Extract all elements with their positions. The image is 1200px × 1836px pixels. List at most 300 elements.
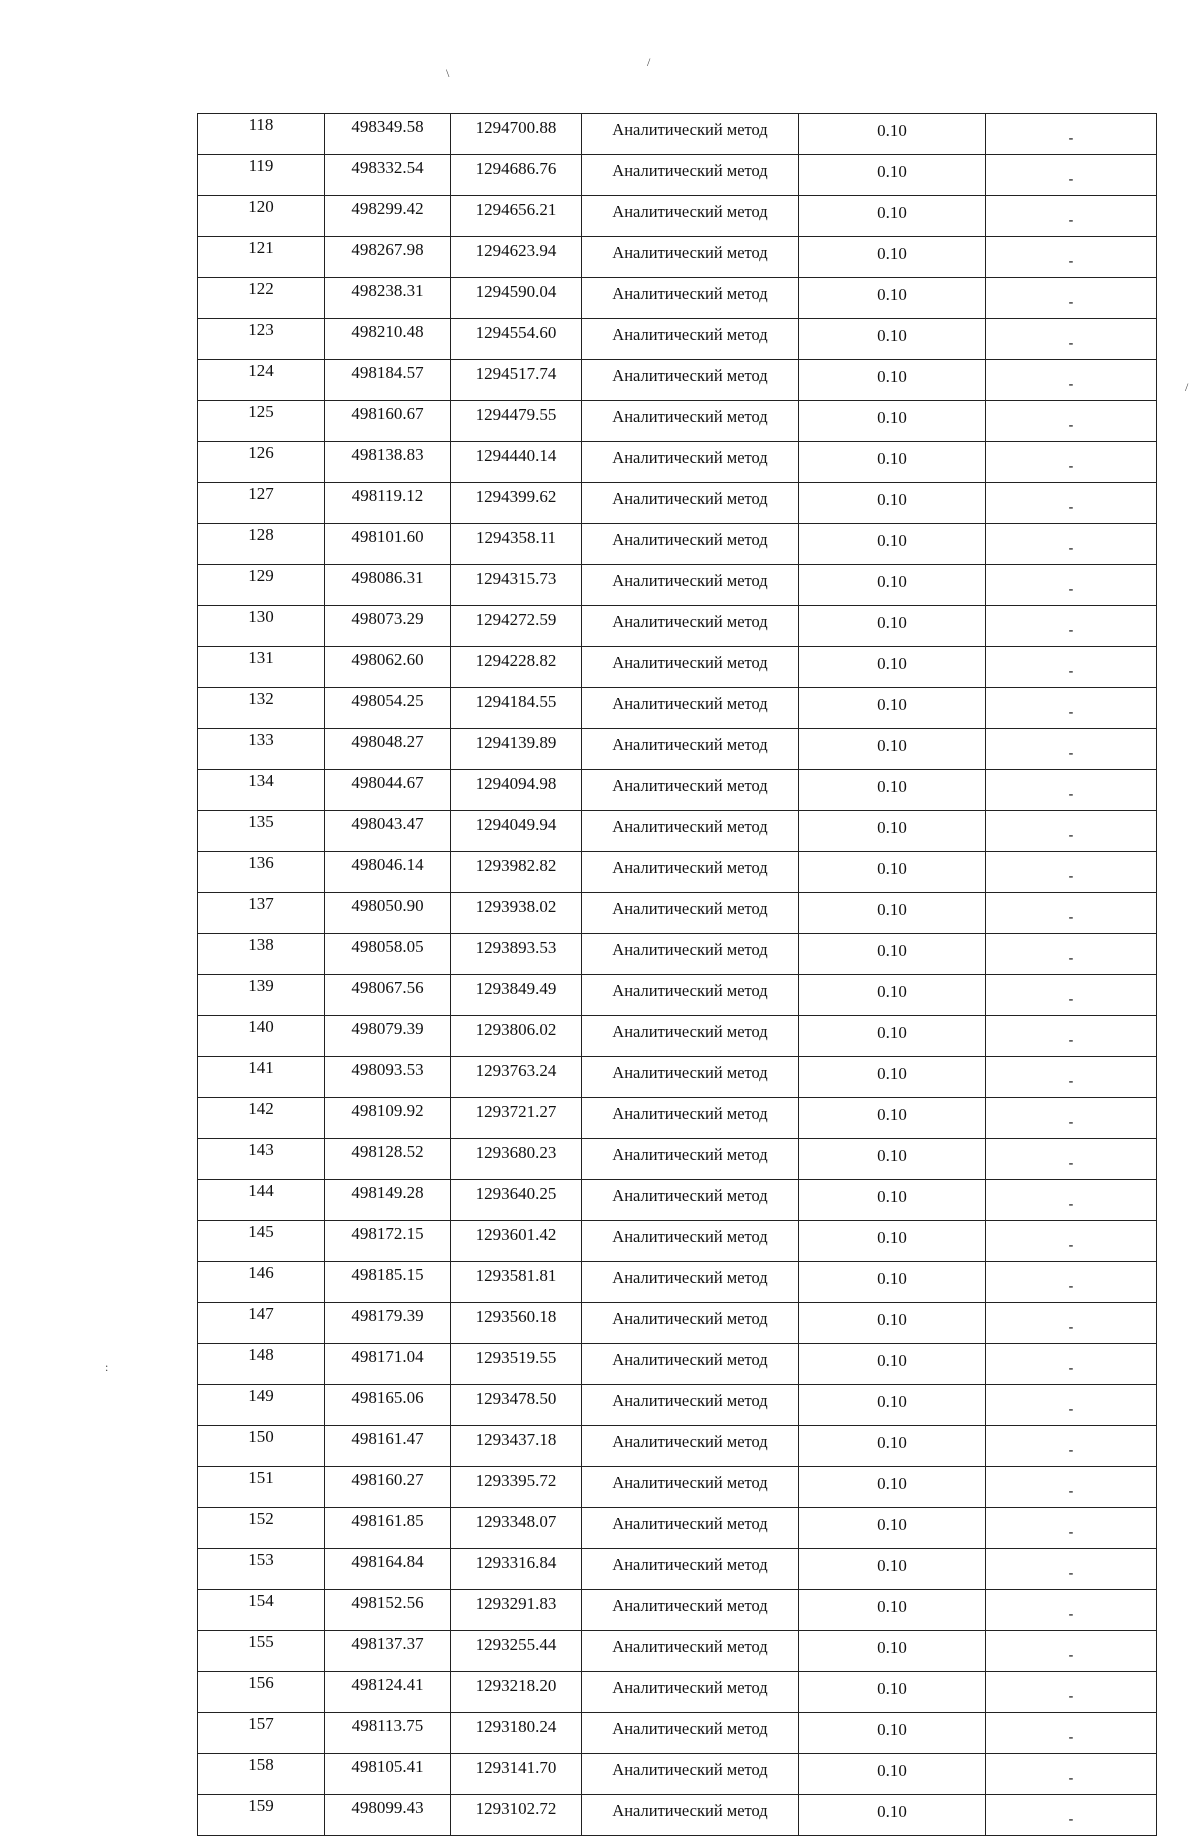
- point-number-cell: 124: [198, 360, 325, 401]
- dash-mark: -: [1068, 1443, 1074, 1458]
- error-cell: 0.10: [799, 1016, 986, 1057]
- x-coordinate-cell: 498048.27: [325, 729, 451, 770]
- note-cell: [986, 1180, 1157, 1221]
- dash-mark: -: [1068, 1689, 1074, 1704]
- x-coordinate-cell: 498137.37: [325, 1631, 451, 1672]
- note-cell: [986, 1631, 1157, 1672]
- note-cell: [986, 729, 1157, 770]
- x-coordinate-cell: 498210.48: [325, 319, 451, 360]
- y-coordinate-cell: 1293601.42: [451, 1221, 582, 1262]
- x-coordinate-cell: 498050.90: [325, 893, 451, 934]
- table-row: [198, 1508, 1157, 1549]
- method-cell: Аналитический метод: [582, 934, 799, 975]
- error-cell: 0.10: [799, 606, 986, 647]
- method-cell: Аналитический метод: [582, 729, 799, 770]
- error-cell: 0.10: [799, 278, 986, 319]
- error-cell: 0.10: [799, 1631, 986, 1672]
- x-coordinate-cell: 498093.53: [325, 1057, 451, 1098]
- method-cell: Аналитический метод: [582, 1262, 799, 1303]
- table-row: [198, 196, 1157, 237]
- y-coordinate-cell: 1293938.02: [451, 893, 582, 934]
- method-cell: Аналитический метод: [582, 524, 799, 565]
- point-number-cell: 158: [198, 1754, 325, 1795]
- dash-mark: -: [1068, 377, 1074, 392]
- y-coordinate-cell: 1293141.70: [451, 1754, 582, 1795]
- y-coordinate-cell: 1294399.62: [451, 483, 582, 524]
- x-coordinate-cell: 498044.67: [325, 770, 451, 811]
- table-row: [198, 1385, 1157, 1426]
- x-coordinate-cell: 498086.31: [325, 565, 451, 606]
- table-row: [198, 1057, 1157, 1098]
- note-cell: [986, 196, 1157, 237]
- dash-mark: -: [1068, 500, 1074, 515]
- dash-mark: -: [1068, 992, 1074, 1007]
- note-cell: [986, 975, 1157, 1016]
- x-coordinate-cell: 498185.15: [325, 1262, 451, 1303]
- y-coordinate-cell: 1294440.14: [451, 442, 582, 483]
- point-number-cell: 139: [198, 975, 325, 1016]
- dash-mark: -: [1068, 869, 1074, 884]
- x-coordinate-cell: 498349.58: [325, 114, 451, 155]
- table-row: [198, 1426, 1157, 1467]
- point-number-cell: 136: [198, 852, 325, 893]
- method-cell: Аналитический метод: [582, 811, 799, 852]
- x-coordinate-cell: 498119.12: [325, 483, 451, 524]
- x-coordinate-cell: 498113.75: [325, 1713, 451, 1754]
- method-cell: Аналитический метод: [582, 1467, 799, 1508]
- note-cell: [986, 278, 1157, 319]
- x-coordinate-cell: 498099.43: [325, 1795, 451, 1836]
- method-cell: Аналитический метод: [582, 114, 799, 155]
- error-cell: 0.10: [799, 1467, 986, 1508]
- dash-mark: -: [1068, 705, 1074, 720]
- note-cell: [986, 1385, 1157, 1426]
- x-coordinate-cell: 498171.04: [325, 1344, 451, 1385]
- table-row: [198, 852, 1157, 893]
- dash-mark: -: [1068, 623, 1074, 638]
- dash-mark: -: [1068, 1279, 1074, 1294]
- note-cell: [986, 1467, 1157, 1508]
- table-row: [198, 1713, 1157, 1754]
- note-cell: [986, 811, 1157, 852]
- error-cell: 0.10: [799, 1139, 986, 1180]
- error-cell: 0.10: [799, 934, 986, 975]
- table-row: [198, 1549, 1157, 1590]
- y-coordinate-cell: 1293763.24: [451, 1057, 582, 1098]
- y-coordinate-cell: 1294623.94: [451, 237, 582, 278]
- dash-mark: -: [1068, 910, 1074, 925]
- x-coordinate-cell: 498043.47: [325, 811, 451, 852]
- table-row: [198, 1631, 1157, 1672]
- note-cell: [986, 1139, 1157, 1180]
- note-cell: [986, 1344, 1157, 1385]
- error-cell: 0.10: [799, 237, 986, 278]
- method-cell: Аналитический метод: [582, 606, 799, 647]
- point-number-cell: 140: [198, 1016, 325, 1057]
- note-cell: [986, 606, 1157, 647]
- scan-speck: /: [1185, 380, 1189, 394]
- point-number-cell: 143: [198, 1139, 325, 1180]
- point-number-cell: 142: [198, 1098, 325, 1139]
- x-coordinate-cell: 498184.57: [325, 360, 451, 401]
- dash-mark: -: [1068, 951, 1074, 966]
- y-coordinate-cell: 1294184.55: [451, 688, 582, 729]
- point-number-cell: 137: [198, 893, 325, 934]
- table-row: [198, 1344, 1157, 1385]
- dash-mark: -: [1068, 787, 1074, 802]
- method-cell: Аналитический метод: [582, 893, 799, 934]
- point-number-cell: 127: [198, 483, 325, 524]
- y-coordinate-cell: 1293581.81: [451, 1262, 582, 1303]
- y-coordinate-cell: 1294358.11: [451, 524, 582, 565]
- table-row: [198, 1262, 1157, 1303]
- table-row: [198, 1098, 1157, 1139]
- x-coordinate-cell: 498161.47: [325, 1426, 451, 1467]
- error-cell: 0.10: [799, 1549, 986, 1590]
- x-coordinate-cell: 498067.56: [325, 975, 451, 1016]
- x-coordinate-cell: 498138.83: [325, 442, 451, 483]
- note-cell: [986, 1713, 1157, 1754]
- point-number-cell: 149: [198, 1385, 325, 1426]
- x-coordinate-cell: 498128.52: [325, 1139, 451, 1180]
- error-cell: 0.10: [799, 483, 986, 524]
- table-row: [198, 770, 1157, 811]
- dash-mark: -: [1068, 459, 1074, 474]
- note-cell: [986, 524, 1157, 565]
- y-coordinate-cell: 1294554.60: [451, 319, 582, 360]
- point-number-cell: 148: [198, 1344, 325, 1385]
- dash-mark: -: [1068, 172, 1074, 187]
- method-cell: Аналитический метод: [582, 360, 799, 401]
- x-coordinate-cell: 498332.54: [325, 155, 451, 196]
- table-row: [198, 1016, 1157, 1057]
- method-cell: Аналитический метод: [582, 1016, 799, 1057]
- error-cell: 0.10: [799, 688, 986, 729]
- point-number-cell: 125: [198, 401, 325, 442]
- error-cell: 0.10: [799, 852, 986, 893]
- x-coordinate-cell: 498079.39: [325, 1016, 451, 1057]
- point-number-cell: 159: [198, 1795, 325, 1836]
- note-cell: [986, 688, 1157, 729]
- x-coordinate-cell: 498058.05: [325, 934, 451, 975]
- error-cell: 0.10: [799, 319, 986, 360]
- method-cell: Аналитический метод: [582, 1385, 799, 1426]
- dash-mark: -: [1068, 336, 1074, 351]
- point-number-cell: 123: [198, 319, 325, 360]
- y-coordinate-cell: 1293640.25: [451, 1180, 582, 1221]
- table-row: [198, 1467, 1157, 1508]
- point-number-cell: 118: [198, 114, 325, 155]
- note-cell: [986, 483, 1157, 524]
- y-coordinate-cell: 1294686.76: [451, 155, 582, 196]
- note-cell: [986, 155, 1157, 196]
- error-cell: 0.10: [799, 442, 986, 483]
- dash-mark: -: [1068, 1074, 1074, 1089]
- method-cell: Аналитический метод: [582, 1590, 799, 1631]
- y-coordinate-cell: 1293806.02: [451, 1016, 582, 1057]
- method-cell: Аналитический метод: [582, 647, 799, 688]
- error-cell: 0.10: [799, 729, 986, 770]
- point-number-cell: 122: [198, 278, 325, 319]
- x-coordinate-cell: 498073.29: [325, 606, 451, 647]
- table-row: [198, 319, 1157, 360]
- point-number-cell: 120: [198, 196, 325, 237]
- point-number-cell: 157: [198, 1713, 325, 1754]
- x-coordinate-cell: 498179.39: [325, 1303, 451, 1344]
- y-coordinate-cell: 1293849.49: [451, 975, 582, 1016]
- dash-mark: -: [1068, 1197, 1074, 1212]
- table-row: [198, 1139, 1157, 1180]
- method-cell: Аналитический метод: [582, 770, 799, 811]
- scan-speck: \: [446, 66, 450, 80]
- y-coordinate-cell: 1294656.21: [451, 196, 582, 237]
- y-coordinate-cell: 1294272.59: [451, 606, 582, 647]
- x-coordinate-cell: 498172.15: [325, 1221, 451, 1262]
- note-cell: [986, 770, 1157, 811]
- note-cell: [986, 1262, 1157, 1303]
- note-cell: [986, 1590, 1157, 1631]
- point-number-cell: 150: [198, 1426, 325, 1467]
- method-cell: Аналитический метод: [582, 1221, 799, 1262]
- y-coordinate-cell: 1293982.82: [451, 852, 582, 893]
- method-cell: Аналитический метод: [582, 278, 799, 319]
- dash-mark: -: [1068, 254, 1074, 269]
- error-cell: 0.10: [799, 1098, 986, 1139]
- table-row: [198, 729, 1157, 770]
- error-cell: 0.10: [799, 1426, 986, 1467]
- y-coordinate-cell: 1293680.23: [451, 1139, 582, 1180]
- note-cell: [986, 1549, 1157, 1590]
- point-number-cell: 147: [198, 1303, 325, 1344]
- dash-mark: -: [1068, 1771, 1074, 1786]
- point-number-cell: 131: [198, 647, 325, 688]
- x-coordinate-cell: 498160.27: [325, 1467, 451, 1508]
- x-coordinate-cell: 498046.14: [325, 852, 451, 893]
- x-coordinate-cell: 498165.06: [325, 1385, 451, 1426]
- x-coordinate-cell: 498101.60: [325, 524, 451, 565]
- note-cell: [986, 401, 1157, 442]
- error-cell: 0.10: [799, 1262, 986, 1303]
- point-number-cell: 128: [198, 524, 325, 565]
- method-cell: Аналитический метод: [582, 688, 799, 729]
- dash-mark: -: [1068, 1320, 1074, 1335]
- dash-mark: -: [1068, 1033, 1074, 1048]
- y-coordinate-cell: 1294517.74: [451, 360, 582, 401]
- dash-mark: -: [1068, 746, 1074, 761]
- y-coordinate-cell: 1293395.72: [451, 1467, 582, 1508]
- error-cell: 0.10: [799, 811, 986, 852]
- dash-mark: -: [1068, 541, 1074, 556]
- dash-mark: -: [1068, 1566, 1074, 1581]
- method-cell: Аналитический метод: [582, 565, 799, 606]
- table-row: [198, 975, 1157, 1016]
- table-row: [198, 811, 1157, 852]
- point-number-cell: 130: [198, 606, 325, 647]
- table-row: [198, 524, 1157, 565]
- note-cell: [986, 647, 1157, 688]
- point-number-cell: 121: [198, 237, 325, 278]
- error-cell: 0.10: [799, 1303, 986, 1344]
- note-cell: [986, 1426, 1157, 1467]
- error-cell: 0.10: [799, 1672, 986, 1713]
- table-row: [198, 1221, 1157, 1262]
- table-row: [198, 1754, 1157, 1795]
- error-cell: 0.10: [799, 1344, 986, 1385]
- error-cell: 0.10: [799, 524, 986, 565]
- method-cell: Аналитический метод: [582, 442, 799, 483]
- point-number-cell: 151: [198, 1467, 325, 1508]
- error-cell: 0.10: [799, 155, 986, 196]
- point-number-cell: 153: [198, 1549, 325, 1590]
- coordinates-table-body: [198, 114, 1157, 1836]
- x-coordinate-cell: 498152.56: [325, 1590, 451, 1631]
- method-cell: Аналитический метод: [582, 1344, 799, 1385]
- dash-mark: -: [1068, 828, 1074, 843]
- table-row: [198, 688, 1157, 729]
- y-coordinate-cell: 1293102.72: [451, 1795, 582, 1836]
- dash-mark: -: [1068, 1484, 1074, 1499]
- x-coordinate-cell: 498238.31: [325, 278, 451, 319]
- method-cell: Аналитический метод: [582, 319, 799, 360]
- method-cell: Аналитический метод: [582, 1508, 799, 1549]
- note-cell: [986, 1795, 1157, 1836]
- y-coordinate-cell: 1293893.53: [451, 934, 582, 975]
- error-cell: 0.10: [799, 1057, 986, 1098]
- point-number-cell: 132: [198, 688, 325, 729]
- method-cell: Аналитический метод: [582, 483, 799, 524]
- y-coordinate-cell: 1294315.73: [451, 565, 582, 606]
- table-row: [198, 483, 1157, 524]
- table-row: [198, 401, 1157, 442]
- note-cell: [986, 893, 1157, 934]
- dash-mark: -: [1068, 1402, 1074, 1417]
- point-number-cell: 129: [198, 565, 325, 606]
- y-coordinate-cell: 1294094.98: [451, 770, 582, 811]
- table-row: [198, 155, 1157, 196]
- note-cell: [986, 114, 1157, 155]
- table-row: [198, 647, 1157, 688]
- point-number-cell: 144: [198, 1180, 325, 1221]
- method-cell: Аналитический метод: [582, 1139, 799, 1180]
- note-cell: [986, 360, 1157, 401]
- method-cell: Аналитический метод: [582, 1631, 799, 1672]
- dash-mark: -: [1068, 582, 1074, 597]
- error-cell: 0.10: [799, 1754, 986, 1795]
- table-row: [198, 1672, 1157, 1713]
- dash-mark: -: [1068, 1648, 1074, 1663]
- note-cell: [986, 1221, 1157, 1262]
- method-cell: Аналитический метод: [582, 196, 799, 237]
- dash-mark: -: [1068, 1156, 1074, 1171]
- table-row: [198, 360, 1157, 401]
- y-coordinate-cell: 1293291.83: [451, 1590, 582, 1631]
- point-number-cell: 145: [198, 1221, 325, 1262]
- y-coordinate-cell: 1293721.27: [451, 1098, 582, 1139]
- method-cell: Аналитический метод: [582, 1795, 799, 1836]
- y-coordinate-cell: 1293218.20: [451, 1672, 582, 1713]
- x-coordinate-cell: 498109.92: [325, 1098, 451, 1139]
- method-cell: Аналитический метод: [582, 1057, 799, 1098]
- point-number-cell: 119: [198, 155, 325, 196]
- error-cell: 0.10: [799, 1795, 986, 1836]
- note-cell: [986, 934, 1157, 975]
- method-cell: Аналитический метод: [582, 155, 799, 196]
- note-cell: [986, 852, 1157, 893]
- note-cell: [986, 1508, 1157, 1549]
- point-number-cell: 156: [198, 1672, 325, 1713]
- error-cell: 0.10: [799, 893, 986, 934]
- x-coordinate-cell: 498299.42: [325, 196, 451, 237]
- point-number-cell: 134: [198, 770, 325, 811]
- y-coordinate-cell: 1294228.82: [451, 647, 582, 688]
- dash-mark: -: [1068, 1238, 1074, 1253]
- y-coordinate-cell: 1293519.55: [451, 1344, 582, 1385]
- table-row: [198, 1590, 1157, 1631]
- method-cell: Аналитический метод: [582, 1672, 799, 1713]
- x-coordinate-cell: 498054.25: [325, 688, 451, 729]
- x-coordinate-cell: 498164.84: [325, 1549, 451, 1590]
- y-coordinate-cell: 1293180.24: [451, 1713, 582, 1754]
- dash-mark: -: [1068, 1525, 1074, 1540]
- x-coordinate-cell: 498105.41: [325, 1754, 451, 1795]
- table-row: [198, 565, 1157, 606]
- error-cell: 0.10: [799, 1180, 986, 1221]
- note-cell: [986, 319, 1157, 360]
- dash-mark: -: [1068, 1361, 1074, 1376]
- error-cell: 0.10: [799, 401, 986, 442]
- x-coordinate-cell: 498124.41: [325, 1672, 451, 1713]
- dash-mark: -: [1068, 1730, 1074, 1745]
- y-coordinate-cell: 1294479.55: [451, 401, 582, 442]
- dash-mark: -: [1068, 213, 1074, 228]
- dash-mark: -: [1068, 418, 1074, 433]
- error-cell: 0.10: [799, 1713, 986, 1754]
- table-row: [198, 278, 1157, 319]
- table-row: [198, 442, 1157, 483]
- note-cell: [986, 1016, 1157, 1057]
- dash-mark: -: [1068, 664, 1074, 679]
- method-cell: Аналитический метод: [582, 1303, 799, 1344]
- y-coordinate-cell: 1293255.44: [451, 1631, 582, 1672]
- method-cell: Аналитический метод: [582, 1549, 799, 1590]
- point-number-cell: 155: [198, 1631, 325, 1672]
- x-coordinate-cell: 498161.85: [325, 1508, 451, 1549]
- method-cell: Аналитический метод: [582, 401, 799, 442]
- error-cell: 0.10: [799, 647, 986, 688]
- error-cell: 0.10: [799, 1221, 986, 1262]
- method-cell: Аналитический метод: [582, 237, 799, 278]
- y-coordinate-cell: 1293316.84: [451, 1549, 582, 1590]
- note-cell: [986, 1303, 1157, 1344]
- table-row: [198, 934, 1157, 975]
- coordinates-table: [197, 113, 1157, 1836]
- error-cell: 0.10: [799, 1590, 986, 1631]
- table-row: [198, 114, 1157, 155]
- note-cell: [986, 1098, 1157, 1139]
- method-cell: Аналитический метод: [582, 1180, 799, 1221]
- point-number-cell: 154: [198, 1590, 325, 1631]
- scan-speck: /: [647, 55, 651, 69]
- method-cell: Аналитический метод: [582, 852, 799, 893]
- note-cell: [986, 1754, 1157, 1795]
- y-coordinate-cell: 1294049.94: [451, 811, 582, 852]
- dash-mark: -: [1068, 131, 1074, 146]
- error-cell: 0.10: [799, 114, 986, 155]
- y-coordinate-cell: 1293348.07: [451, 1508, 582, 1549]
- error-cell: 0.10: [799, 975, 986, 1016]
- method-cell: Аналитический метод: [582, 1713, 799, 1754]
- point-number-cell: 152: [198, 1508, 325, 1549]
